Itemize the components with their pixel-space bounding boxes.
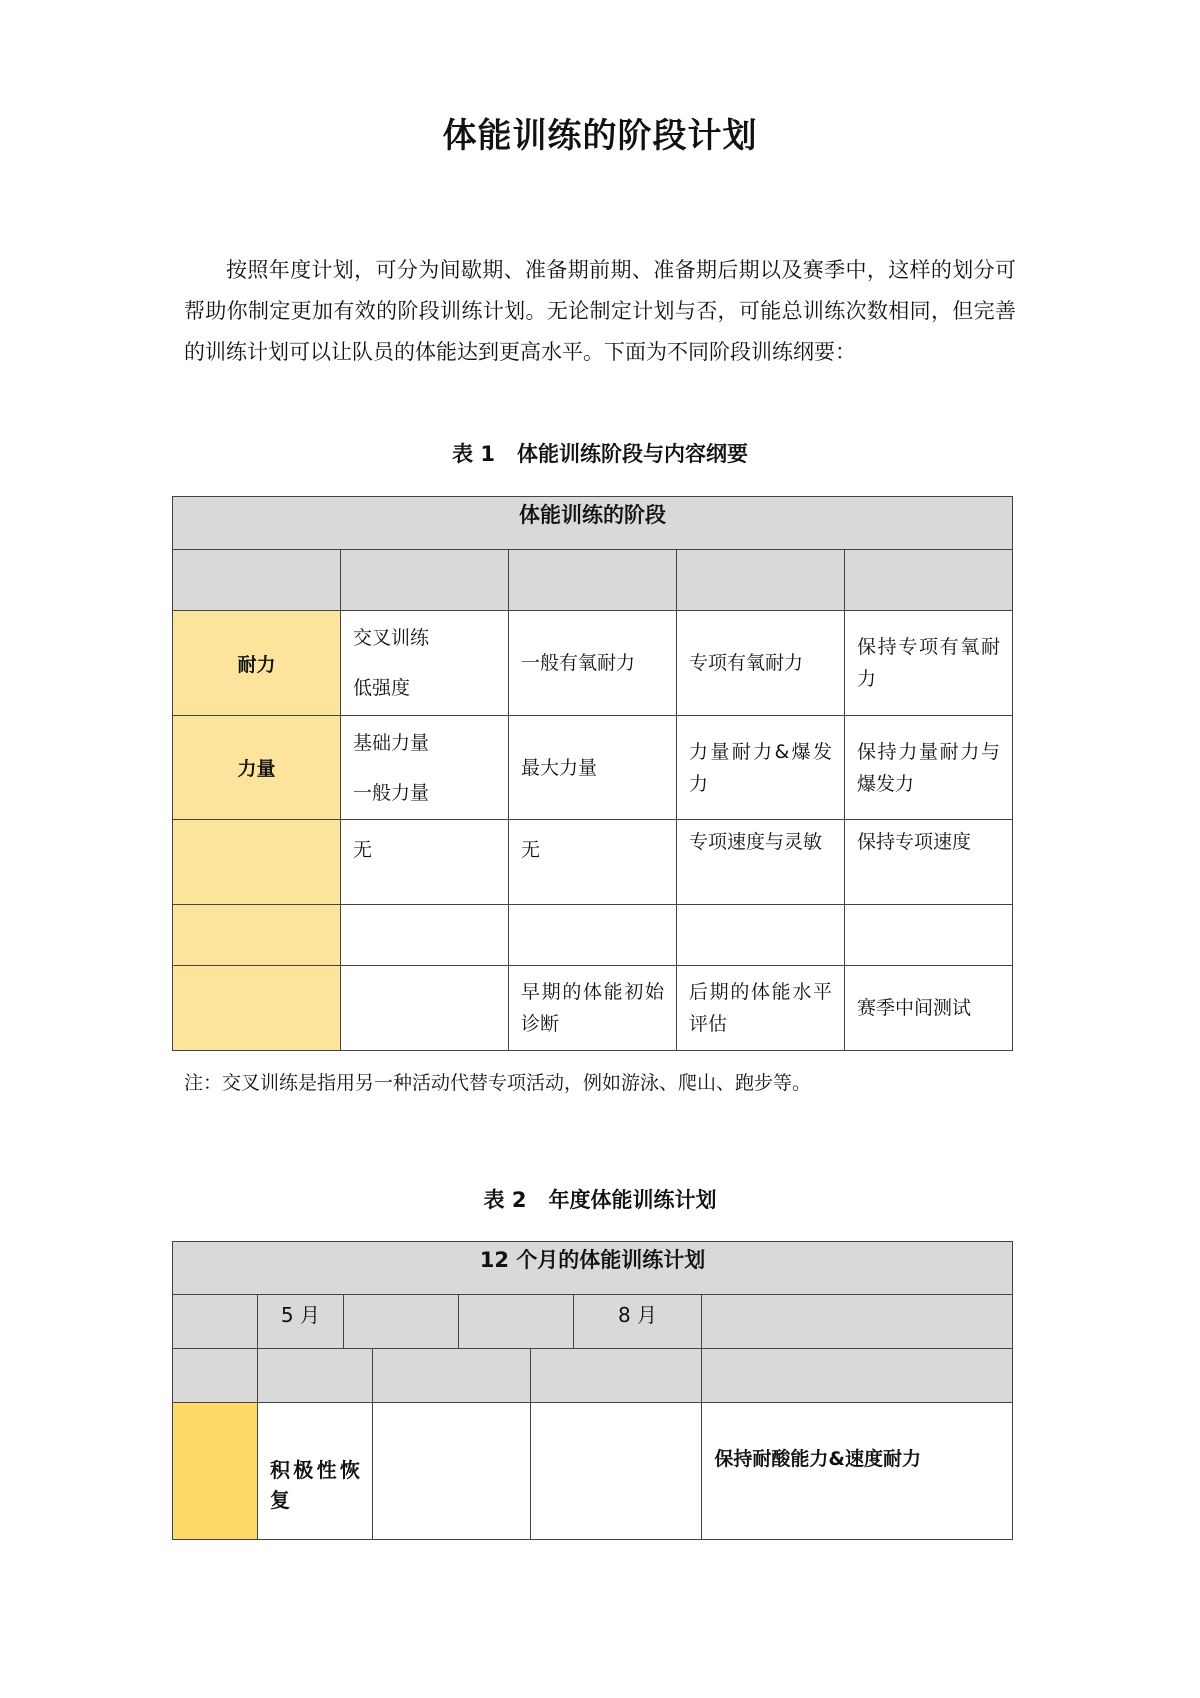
table-cell: 保持力量耐力与爆发力	[845, 716, 1013, 820]
table2-header: 12 个月的体能训练计划	[173, 1242, 1013, 1295]
table-cell: 专项速度与灵敏	[677, 820, 845, 905]
table-cell: 一般有氧耐力	[509, 611, 677, 716]
row-label	[173, 905, 341, 966]
table-training-stages	[172, 496, 1013, 1051]
table-cell: 后期的体能水平评估	[677, 966, 845, 1051]
table2-caption-number: 表 2	[483, 1188, 527, 1212]
table-cell: 交叉训练 低强度	[341, 611, 509, 716]
table1-subheader-cell	[173, 550, 341, 611]
table-cell: 保持专项速度	[845, 820, 1013, 905]
table-row	[173, 820, 1013, 905]
table-cell: 积极性恢复	[258, 1403, 373, 1539]
table-cell	[845, 905, 1013, 966]
table-cell: 无	[509, 820, 677, 905]
table1-header: 体能训练的阶段	[173, 497, 1013, 550]
table1-caption	[0, 438, 1200, 468]
row-label	[173, 820, 341, 905]
table2-month-row	[258, 1295, 1013, 1349]
table1-note: 注：交叉训练是指用另一种活动代替专项活动，例如游泳、爬山、跑步等。	[184, 1072, 812, 1094]
table-cell	[509, 905, 677, 966]
row-label-strength: 力量	[173, 716, 341, 820]
row-label	[173, 966, 341, 1051]
subheader-cell	[258, 1349, 373, 1402]
subheader-cell	[531, 1349, 703, 1402]
month-august: 8 月	[574, 1295, 703, 1348]
table2-caption	[0, 1184, 1200, 1214]
month-cell	[344, 1295, 459, 1348]
table1-subheader-cell	[845, 550, 1013, 611]
table2-month-corner	[173, 1295, 258, 1349]
table-cell: 基础力量 一般力量	[341, 716, 509, 820]
table-cell: 赛季中间测试	[845, 966, 1013, 1051]
row-label-endurance: 耐力	[173, 611, 341, 716]
table-cell: 保持耐酸能力&速度耐力	[714, 1448, 921, 1470]
table-row	[173, 1403, 1013, 1540]
table-row	[173, 966, 1013, 1051]
table1-subheader-cell	[677, 550, 845, 611]
table-cell	[373, 1403, 531, 1539]
table2-row-label	[173, 1403, 258, 1540]
table2-row-cells	[258, 1403, 1013, 1540]
table-cell: 专项有氧耐力	[677, 611, 845, 716]
intro-paragraph: 按照年度计划，可分为间歇期、准备期前期、准备期后期以及赛季中，这样的划分可帮助你制定更加有效的阶段训练计划。无论制定计划与否，可能总训练次数相同，但完善的训练计划可以让队员的体能达到更高水平。下面为不同阶段训练纲要：	[184, 258, 1016, 364]
table-cell	[341, 966, 509, 1051]
subheader-cell	[702, 1349, 1012, 1402]
table-row	[173, 716, 1013, 820]
table2-subheader-row	[258, 1349, 1013, 1403]
table-cell	[531, 1403, 703, 1539]
table1-caption-number: 表 1	[452, 442, 495, 466]
month-cell	[702, 1295, 1012, 1348]
table2-subheader-corner	[173, 1349, 258, 1403]
month-cell	[459, 1295, 574, 1348]
month-may: 5 月	[258, 1295, 344, 1348]
subheader-cell	[373, 1349, 531, 1402]
table-row	[173, 611, 1013, 716]
table2-caption-text: 年度体能训练计划	[548, 1188, 717, 1212]
table1-subheader-cell	[509, 550, 677, 611]
table-annual-plan	[172, 1241, 1013, 1540]
table1-subheader-cell	[341, 550, 509, 611]
table-cell: 早期的体能初始诊断	[509, 966, 677, 1051]
table-cell: 保持专项有氧耐力	[845, 611, 1013, 716]
table-cell: 力量耐力&爆发力	[677, 716, 845, 820]
table-row	[173, 905, 1013, 966]
table-cell: 最大力量	[509, 716, 677, 820]
table1-caption-text: 体能训练阶段与内容纲要	[516, 442, 748, 466]
table-cell	[677, 905, 845, 966]
table-cell: 无	[341, 820, 509, 905]
table-cell	[341, 905, 509, 966]
page-title: 体能训练的阶段计划	[442, 116, 758, 156]
